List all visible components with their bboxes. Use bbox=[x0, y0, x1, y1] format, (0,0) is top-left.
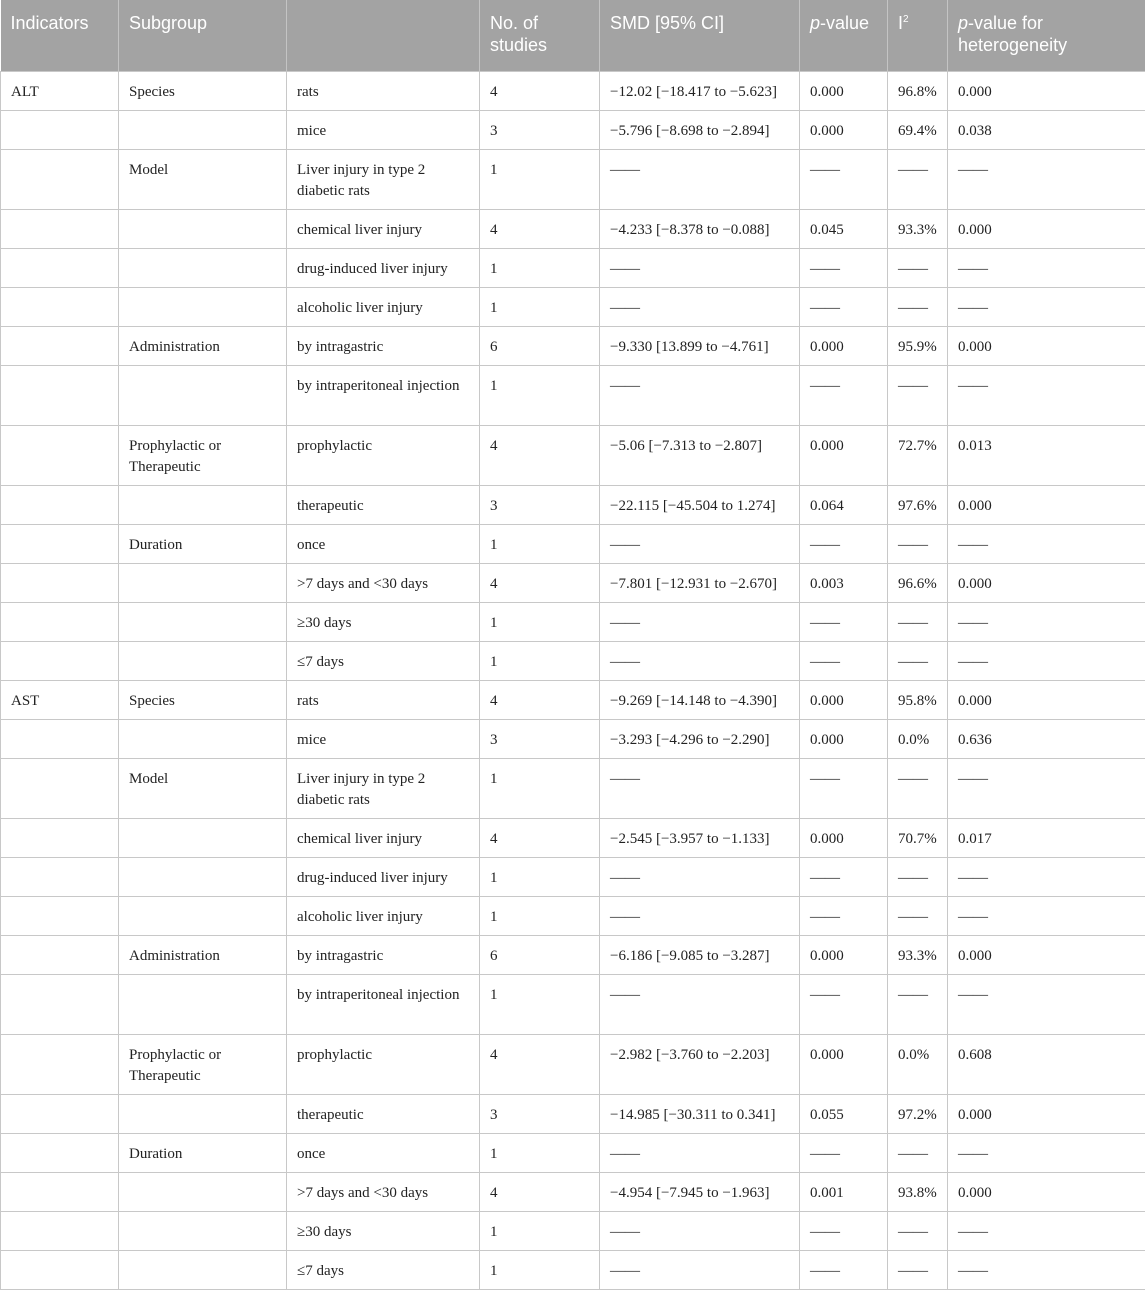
cell-smd: —— bbox=[600, 858, 800, 897]
cell-level: by intraperitoneal injection bbox=[287, 366, 480, 426]
cell-no-of-studies: 1 bbox=[480, 759, 600, 819]
table-row bbox=[1, 975, 1145, 1035]
cell-indicator: ALT bbox=[1, 72, 119, 111]
cell-no-of-studies: 1 bbox=[480, 642, 600, 681]
cell-p-heterogeneity: —— bbox=[948, 642, 1145, 681]
cell-level: mice bbox=[287, 111, 480, 150]
cell-level: Liver injury in type 2 diabetic rats bbox=[287, 150, 480, 210]
table-row bbox=[1, 150, 1145, 210]
cell-level: therapeutic bbox=[287, 1095, 480, 1134]
cell-no-of-studies: 4 bbox=[480, 72, 600, 111]
cell-subgroup: Duration bbox=[119, 1134, 287, 1173]
cell-no-of-studies: 6 bbox=[480, 327, 600, 366]
cell-subgroup: Model bbox=[119, 759, 287, 819]
cell-no-of-studies: 1 bbox=[480, 150, 600, 210]
cell-smd: —— bbox=[600, 288, 800, 327]
cell-indicator bbox=[1, 1251, 119, 1290]
header-i2-base: I bbox=[898, 13, 903, 33]
table-row bbox=[1, 1095, 1145, 1134]
cell-indicator bbox=[1, 150, 119, 210]
cell-smd: −2.545 [−3.957 to −1.133] bbox=[600, 819, 800, 858]
cell-p-heterogeneity: 0.013 bbox=[948, 426, 1145, 486]
cell-indicator bbox=[1, 897, 119, 936]
cell-smd: −6.186 [−9.085 to −3.287] bbox=[600, 936, 800, 975]
table-row bbox=[1, 936, 1145, 975]
cell-indicator bbox=[1, 642, 119, 681]
table-row bbox=[1, 858, 1145, 897]
cell-smd: —— bbox=[600, 642, 800, 681]
cell-level: by intraperitoneal injection bbox=[287, 975, 480, 1035]
cell-indicator bbox=[1, 936, 119, 975]
header-p-het-italic: p bbox=[958, 13, 968, 33]
cell-no-of-studies: 1 bbox=[480, 1134, 600, 1173]
cell-p-value: 0.000 bbox=[800, 327, 888, 366]
cell-no-of-studies: 4 bbox=[480, 564, 600, 603]
cell-smd: −12.02 [−18.417 to −5.623] bbox=[600, 72, 800, 111]
cell-no-of-studies: 1 bbox=[480, 603, 600, 642]
cell-subgroup: Duration bbox=[119, 525, 287, 564]
cell-indicator bbox=[1, 1173, 119, 1212]
table-row bbox=[1, 366, 1145, 426]
cell-i2: —— bbox=[888, 249, 948, 288]
cell-indicator bbox=[1, 327, 119, 366]
header-i2-sup: 2 bbox=[903, 14, 909, 25]
cell-p-heterogeneity: —— bbox=[948, 1251, 1145, 1290]
cell-subgroup bbox=[119, 720, 287, 759]
cell-indicator: AST bbox=[1, 681, 119, 720]
cell-no-of-studies: 1 bbox=[480, 525, 600, 564]
header-smd: SMD [95% CI] bbox=[600, 0, 800, 72]
cell-indicator bbox=[1, 603, 119, 642]
table-row bbox=[1, 1134, 1145, 1173]
cell-indicator bbox=[1, 525, 119, 564]
cell-subgroup bbox=[119, 564, 287, 603]
cell-no-of-studies: 1 bbox=[480, 897, 600, 936]
cell-i2: —— bbox=[888, 525, 948, 564]
cell-p-value: —— bbox=[800, 249, 888, 288]
cell-level: once bbox=[287, 1134, 480, 1173]
cell-level: >7 days and <30 days bbox=[287, 1173, 480, 1212]
cell-subgroup bbox=[119, 486, 287, 525]
table-row bbox=[1, 603, 1145, 642]
cell-p-value: —— bbox=[800, 366, 888, 426]
cell-no-of-studies: 1 bbox=[480, 1212, 600, 1251]
cell-smd: −4.954 [−7.945 to −1.963] bbox=[600, 1173, 800, 1212]
cell-i2: 0.0% bbox=[888, 720, 948, 759]
cell-indicator bbox=[1, 1035, 119, 1095]
cell-indicator bbox=[1, 564, 119, 603]
cell-no-of-studies: 3 bbox=[480, 111, 600, 150]
cell-i2: —— bbox=[888, 858, 948, 897]
cell-i2: —— bbox=[888, 1134, 948, 1173]
cell-smd: —— bbox=[600, 525, 800, 564]
cell-p-value: 0.000 bbox=[800, 1035, 888, 1095]
cell-i2: 96.6% bbox=[888, 564, 948, 603]
cell-subgroup bbox=[119, 1212, 287, 1251]
cell-level: prophylactic bbox=[287, 426, 480, 486]
cell-smd: —— bbox=[600, 1134, 800, 1173]
cell-p-value: —— bbox=[800, 288, 888, 327]
cell-p-heterogeneity: 0.000 bbox=[948, 210, 1145, 249]
cell-p-heterogeneity: —— bbox=[948, 249, 1145, 288]
table-row bbox=[1, 426, 1145, 486]
cell-p-heterogeneity: —— bbox=[948, 1134, 1145, 1173]
cell-p-heterogeneity: 0.000 bbox=[948, 486, 1145, 525]
cell-indicator bbox=[1, 288, 119, 327]
cell-i2: —— bbox=[888, 288, 948, 327]
cell-indicator bbox=[1, 1212, 119, 1251]
cell-indicator bbox=[1, 858, 119, 897]
cell-smd: −3.293 [−4.296 to −2.290] bbox=[600, 720, 800, 759]
cell-subgroup bbox=[119, 366, 287, 426]
cell-p-heterogeneity: 0.017 bbox=[948, 819, 1145, 858]
cell-subgroup: Administration bbox=[119, 327, 287, 366]
cell-i2: —— bbox=[888, 975, 948, 1035]
cell-subgroup bbox=[119, 975, 287, 1035]
cell-level: alcoholic liver injury bbox=[287, 897, 480, 936]
cell-subgroup bbox=[119, 858, 287, 897]
cell-indicator bbox=[1, 111, 119, 150]
table-row bbox=[1, 249, 1145, 288]
cell-smd: −22.115 [−45.504 to 1.274] bbox=[600, 486, 800, 525]
cell-level: once bbox=[287, 525, 480, 564]
cell-level: rats bbox=[287, 681, 480, 720]
cell-i2: —— bbox=[888, 1212, 948, 1251]
cell-p-value: 0.000 bbox=[800, 720, 888, 759]
cell-no-of-studies: 6 bbox=[480, 936, 600, 975]
cell-p-heterogeneity: —— bbox=[948, 858, 1145, 897]
table-row bbox=[1, 288, 1145, 327]
cell-smd: −9.269 [−14.148 to −4.390] bbox=[600, 681, 800, 720]
cell-subgroup bbox=[119, 1251, 287, 1290]
cell-p-heterogeneity: 0.608 bbox=[948, 1035, 1145, 1095]
cell-subgroup bbox=[119, 1095, 287, 1134]
cell-p-heterogeneity: 0.000 bbox=[948, 1173, 1145, 1212]
cell-i2: —— bbox=[888, 1251, 948, 1290]
cell-no-of-studies: 1 bbox=[480, 288, 600, 327]
table-row bbox=[1, 327, 1145, 366]
cell-i2: 0.0% bbox=[888, 1035, 948, 1095]
table-row bbox=[1, 819, 1145, 858]
cell-p-heterogeneity: —— bbox=[948, 759, 1145, 819]
cell-p-heterogeneity: —— bbox=[948, 1212, 1145, 1251]
cell-no-of-studies: 4 bbox=[480, 1173, 600, 1212]
cell-indicator bbox=[1, 975, 119, 1035]
cell-no-of-studies: 4 bbox=[480, 1035, 600, 1095]
cell-p-value: —— bbox=[800, 150, 888, 210]
cell-indicator bbox=[1, 819, 119, 858]
cell-p-value: 0.000 bbox=[800, 936, 888, 975]
cell-subgroup: Administration bbox=[119, 936, 287, 975]
cell-indicator bbox=[1, 1134, 119, 1173]
cell-no-of-studies: 4 bbox=[480, 426, 600, 486]
cell-i2: —— bbox=[888, 642, 948, 681]
cell-level: ≥30 days bbox=[287, 603, 480, 642]
header-p-heterogeneity bbox=[948, 0, 1145, 72]
cell-p-heterogeneity: 0.038 bbox=[948, 111, 1145, 150]
cell-p-value: —— bbox=[800, 603, 888, 642]
cell-p-heterogeneity: 0.000 bbox=[948, 72, 1145, 111]
cell-p-value: 0.000 bbox=[800, 111, 888, 150]
cell-smd: —— bbox=[600, 150, 800, 210]
cell-subgroup bbox=[119, 210, 287, 249]
cell-i2: —— bbox=[888, 897, 948, 936]
cell-indicator bbox=[1, 426, 119, 486]
cell-p-heterogeneity: 0.636 bbox=[948, 720, 1145, 759]
cell-no-of-studies: 4 bbox=[480, 819, 600, 858]
cell-smd: −4.233 [−8.378 to −0.088] bbox=[600, 210, 800, 249]
cell-subgroup: Prophylactic or Therapeutic bbox=[119, 1035, 287, 1095]
cell-smd: —— bbox=[600, 897, 800, 936]
cell-no-of-studies: 3 bbox=[480, 1095, 600, 1134]
table-row bbox=[1, 681, 1145, 720]
table-row bbox=[1, 1035, 1145, 1095]
cell-p-value: —— bbox=[800, 858, 888, 897]
header-level bbox=[287, 0, 480, 72]
cell-i2: 97.2% bbox=[888, 1095, 948, 1134]
cell-p-value: —— bbox=[800, 1251, 888, 1290]
cell-p-value: —— bbox=[800, 759, 888, 819]
cell-no-of-studies: 1 bbox=[480, 366, 600, 426]
cell-smd: —— bbox=[600, 975, 800, 1035]
header-i2 bbox=[888, 0, 948, 72]
cell-no-of-studies: 1 bbox=[480, 975, 600, 1035]
cell-p-heterogeneity: 0.000 bbox=[948, 1095, 1145, 1134]
cell-p-value: —— bbox=[800, 1212, 888, 1251]
cell-level: drug-induced liver injury bbox=[287, 858, 480, 897]
cell-p-value: —— bbox=[800, 897, 888, 936]
table-row bbox=[1, 897, 1145, 936]
cell-subgroup bbox=[119, 897, 287, 936]
cell-p-value: —— bbox=[800, 642, 888, 681]
cell-smd: −5.06 [−7.313 to −2.807] bbox=[600, 426, 800, 486]
header-p-value-italic: p bbox=[810, 13, 820, 33]
cell-level: chemical liver injury bbox=[287, 210, 480, 249]
table-row bbox=[1, 1173, 1145, 1212]
cell-subgroup: Prophylactic or Therapeutic bbox=[119, 426, 287, 486]
cell-p-value: —— bbox=[800, 1134, 888, 1173]
cell-i2: 95.9% bbox=[888, 327, 948, 366]
cell-i2: —— bbox=[888, 366, 948, 426]
table-row bbox=[1, 210, 1145, 249]
cell-indicator bbox=[1, 1095, 119, 1134]
table-row bbox=[1, 486, 1145, 525]
cell-smd: −5.796 [−8.698 to −2.894] bbox=[600, 111, 800, 150]
table-row bbox=[1, 759, 1145, 819]
cell-p-heterogeneity: 0.000 bbox=[948, 327, 1145, 366]
cell-i2: —— bbox=[888, 150, 948, 210]
cell-level: by intragastric bbox=[287, 327, 480, 366]
table-row bbox=[1, 525, 1145, 564]
cell-level: mice bbox=[287, 720, 480, 759]
cell-p-value: 0.055 bbox=[800, 1095, 888, 1134]
cell-p-heterogeneity: —— bbox=[948, 975, 1145, 1035]
table-row bbox=[1, 642, 1145, 681]
cell-p-heterogeneity: —— bbox=[948, 897, 1145, 936]
cell-level: rats bbox=[287, 72, 480, 111]
header-indicators: Indicators bbox=[1, 0, 119, 72]
cell-level: by intragastric bbox=[287, 936, 480, 975]
cell-indicator bbox=[1, 210, 119, 249]
cell-smd: —— bbox=[600, 249, 800, 288]
cell-p-value: 0.000 bbox=[800, 426, 888, 486]
cell-p-heterogeneity: —— bbox=[948, 150, 1145, 210]
cell-level: >7 days and <30 days bbox=[287, 564, 480, 603]
cell-i2: 97.6% bbox=[888, 486, 948, 525]
cell-indicator bbox=[1, 366, 119, 426]
cell-p-heterogeneity: —— bbox=[948, 366, 1145, 426]
cell-smd: —— bbox=[600, 1251, 800, 1290]
cell-p-heterogeneity: —— bbox=[948, 288, 1145, 327]
table-row bbox=[1, 72, 1145, 111]
cell-subgroup: Species bbox=[119, 681, 287, 720]
header-row bbox=[1, 0, 1145, 72]
header-subgroup: Subgroup bbox=[119, 0, 287, 72]
cell-smd: —— bbox=[600, 366, 800, 426]
header-p-het-rest: -value for heterogeneity bbox=[958, 13, 1067, 55]
cell-level: ≥30 days bbox=[287, 1212, 480, 1251]
cell-no-of-studies: 1 bbox=[480, 858, 600, 897]
table-row bbox=[1, 111, 1145, 150]
cell-p-value: —— bbox=[800, 975, 888, 1035]
cell-p-value: 0.000 bbox=[800, 681, 888, 720]
cell-level: therapeutic bbox=[287, 486, 480, 525]
cell-i2: —— bbox=[888, 759, 948, 819]
cell-smd: —— bbox=[600, 1212, 800, 1251]
cell-smd: −7.801 [−12.931 to −2.670] bbox=[600, 564, 800, 603]
cell-no-of-studies: 1 bbox=[480, 1251, 600, 1290]
cell-subgroup bbox=[119, 603, 287, 642]
table-row bbox=[1, 1212, 1145, 1251]
cell-smd: −2.982 [−3.760 to −2.203] bbox=[600, 1035, 800, 1095]
cell-smd: —— bbox=[600, 603, 800, 642]
cell-smd: −14.985 [−30.311 to 0.341] bbox=[600, 1095, 800, 1134]
cell-subgroup bbox=[119, 249, 287, 288]
cell-p-value: 0.003 bbox=[800, 564, 888, 603]
cell-subgroup: Model bbox=[119, 150, 287, 210]
cell-smd: −9.330 [13.899 to −4.761] bbox=[600, 327, 800, 366]
cell-i2: —— bbox=[888, 603, 948, 642]
cell-level: prophylactic bbox=[287, 1035, 480, 1095]
cell-no-of-studies: 3 bbox=[480, 486, 600, 525]
cell-no-of-studies: 3 bbox=[480, 720, 600, 759]
header-no-of-studies: No. of studies bbox=[480, 0, 600, 72]
cell-p-value: 0.000 bbox=[800, 72, 888, 111]
cell-subgroup bbox=[119, 288, 287, 327]
cell-indicator bbox=[1, 249, 119, 288]
cell-i2: 96.8% bbox=[888, 72, 948, 111]
cell-p-value: 0.064 bbox=[800, 486, 888, 525]
cell-level: ≤7 days bbox=[287, 1251, 480, 1290]
cell-no-of-studies: 1 bbox=[480, 249, 600, 288]
header-p-value-rest: -value bbox=[820, 13, 869, 33]
cell-subgroup bbox=[119, 819, 287, 858]
cell-level: ≤7 days bbox=[287, 642, 480, 681]
cell-i2: 93.8% bbox=[888, 1173, 948, 1212]
cell-indicator bbox=[1, 720, 119, 759]
cell-indicator bbox=[1, 486, 119, 525]
cell-p-heterogeneity: —— bbox=[948, 603, 1145, 642]
table-row bbox=[1, 564, 1145, 603]
cell-p-value: 0.000 bbox=[800, 819, 888, 858]
cell-i2: 72.7% bbox=[888, 426, 948, 486]
cell-p-value: —— bbox=[800, 525, 888, 564]
cell-p-heterogeneity: 0.000 bbox=[948, 681, 1145, 720]
cell-p-value: 0.045 bbox=[800, 210, 888, 249]
cell-no-of-studies: 4 bbox=[480, 210, 600, 249]
cell-i2: 95.8% bbox=[888, 681, 948, 720]
header-p-value bbox=[800, 0, 888, 72]
cell-subgroup bbox=[119, 1173, 287, 1212]
cell-p-heterogeneity: —— bbox=[948, 525, 1145, 564]
cell-p-value: 0.001 bbox=[800, 1173, 888, 1212]
cell-subgroup bbox=[119, 642, 287, 681]
cell-no-of-studies: 4 bbox=[480, 681, 600, 720]
cell-indicator bbox=[1, 759, 119, 819]
cell-i2: 69.4% bbox=[888, 111, 948, 150]
cell-subgroup bbox=[119, 111, 287, 150]
cell-level: drug-induced liver injury bbox=[287, 249, 480, 288]
cell-i2: 93.3% bbox=[888, 936, 948, 975]
cell-level: chemical liver injury bbox=[287, 819, 480, 858]
table-row bbox=[1, 720, 1145, 759]
cell-p-heterogeneity: 0.000 bbox=[948, 936, 1145, 975]
cell-subgroup: Species bbox=[119, 72, 287, 111]
cell-i2: 93.3% bbox=[888, 210, 948, 249]
cell-i2: 70.7% bbox=[888, 819, 948, 858]
cell-level: alcoholic liver injury bbox=[287, 288, 480, 327]
cell-level: Liver injury in type 2 diabetic rats bbox=[287, 759, 480, 819]
cell-p-heterogeneity: 0.000 bbox=[948, 564, 1145, 603]
cell-smd: —— bbox=[600, 759, 800, 819]
table-row bbox=[1, 1251, 1145, 1290]
